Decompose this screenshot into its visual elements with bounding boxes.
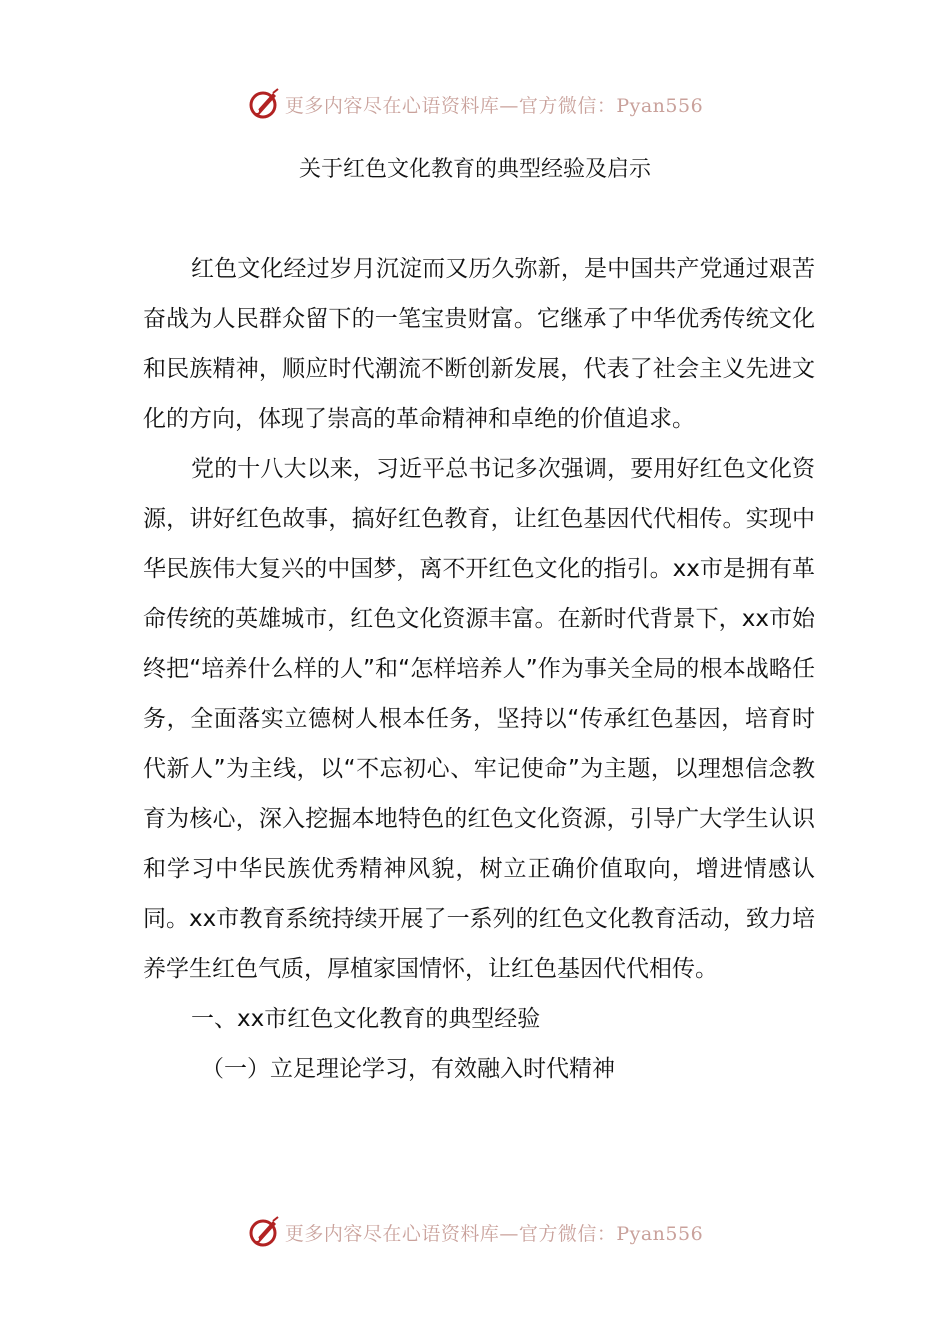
paragraph-intro: 红色文化经过岁月沉淀而又历久弥新，是中国共产党通过艰苦奋战为人民群众留下的一笔宝贵财富。它继承了中华优秀传统文化和民族精神，顺应时代潮流不断创新发展，代表了社会主义先进文化的方向，体现了崇高的革命精神和卓绝的价值追求。	[143, 256, 815, 432]
watermark-banner-top	[0, 84, 950, 124]
watermark-text: 更多内容尽在心语资料库—官方微信：Pyan556	[284, 1222, 704, 1245]
subsection-heading: （一）立足理论学习，有效融入时代精神	[201, 1056, 615, 1082]
quill-pen-logo-icon	[247, 1215, 281, 1249]
document-body	[143, 244, 815, 1094]
section-heading: 一、xx市红色文化教育的典型经验	[191, 1006, 541, 1032]
quill-pen-logo-icon	[247, 87, 281, 121]
paragraph-background: 党的十八大以来，习近平总书记多次强调，要用好红色文化资源，讲好红色故事，搞好红色教育，让红色基因代代相传。实现中华民族伟大复兴的中国梦，离不开红色文化的指引。xx市是拥有革命传统的英雄城市，红色文化资源丰富。在新时代背景下，xx市始终把“培养什么样的人”和“怎样培养人”作为事关全局的根本战略任务，全面落实立德树人根本任务，坚持以“传承红色基因，培育时代新人”为主线，以“不忘初心、牢记使命”为主题，以理想信念教育为核心，深入挖掘本地特色的红色文化资源，引导广大学生认识和学习中华民族优秀精神风貌，树立正确价值取向，增进情感认同。xx市教育系统持续开展了一系列的红色文化教育活动，致力培养学生红色气质，厚植家国情怀，让红色基因代代相传。	[143, 456, 815, 982]
watermark-banner-bottom	[0, 1212, 950, 1252]
document-title: 关于红色文化教育的典型经验及启示	[298, 157, 651, 182]
watermark-text: 更多内容尽在心语资料库—官方微信：Pyan556	[284, 94, 704, 117]
